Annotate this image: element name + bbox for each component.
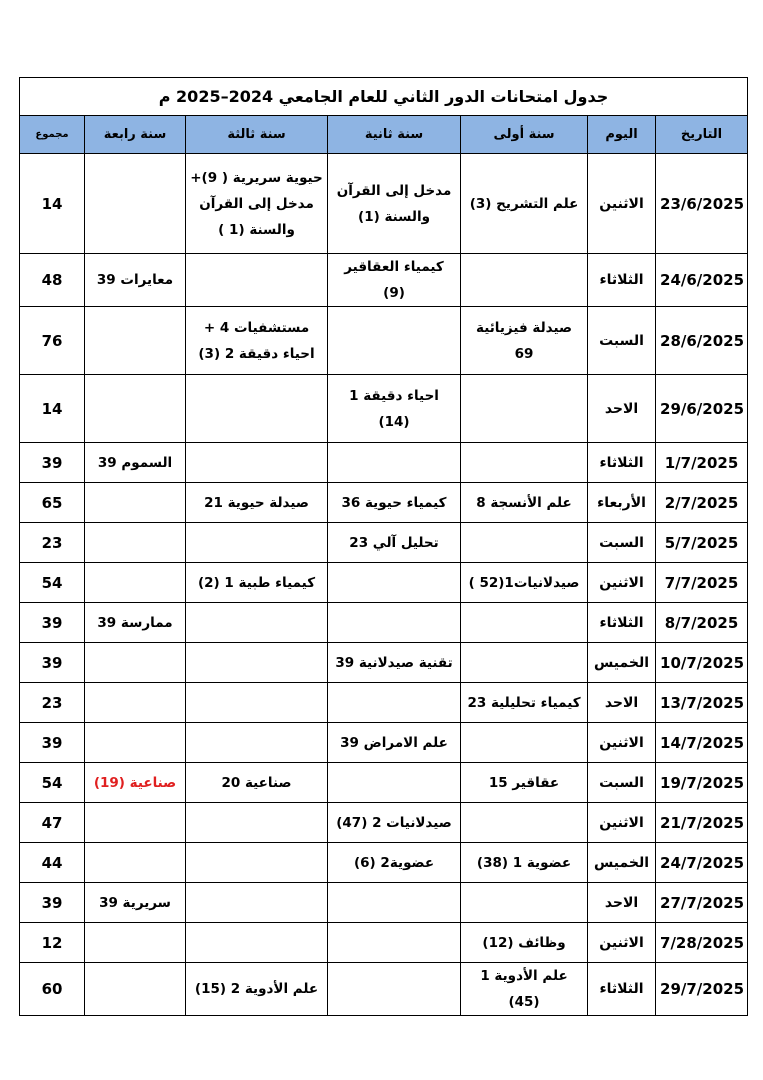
total-cell: 23 [20, 683, 85, 723]
date-cell: 7/28/2025 [656, 923, 748, 963]
total-cell: 76 [20, 307, 85, 375]
header-year2: سنة ثانية [328, 116, 461, 154]
year3-cell [186, 603, 328, 643]
year3-cell [186, 803, 328, 843]
year3-cell: صيدلة حيوية 21 [186, 483, 328, 523]
date-cell: 23/6/2025 [656, 154, 748, 254]
date-cell: 21/7/2025 [656, 803, 748, 843]
day-cell: السبت [588, 307, 656, 375]
day-cell: السبت [588, 763, 656, 803]
date-cell: 8/7/2025 [656, 603, 748, 643]
date-cell: 1/7/2025 [656, 443, 748, 483]
day-cell: الخميس [588, 643, 656, 683]
total-cell: 12 [20, 923, 85, 963]
date-cell: 7/7/2025 [656, 563, 748, 603]
year2-cell [328, 883, 461, 923]
year4-cell [85, 523, 186, 563]
table-row [20, 683, 748, 723]
year3-cell [186, 643, 328, 683]
date-cell: 2/7/2025 [656, 483, 748, 523]
day-cell: الثلاثاء [588, 443, 656, 483]
day-cell: الاثنين [588, 923, 656, 963]
total-cell: 39 [20, 883, 85, 923]
date-cell: 29/7/2025 [656, 963, 748, 1016]
day-cell: الاثنين [588, 723, 656, 763]
year1-cell: صيدلة فيزيائية 69 [461, 307, 588, 375]
table-row [20, 375, 748, 443]
year4-cell [85, 723, 186, 763]
total-cell: 44 [20, 843, 85, 883]
year4-cell [85, 563, 186, 603]
header-year4: سنة رابعة [85, 116, 186, 154]
date-cell: 24/7/2025 [656, 843, 748, 883]
year1-cell: علم الأدوية 1 (45) [461, 963, 588, 1016]
year3-cell [186, 443, 328, 483]
year2-cell: كيمياء العقاقير (9) [328, 254, 461, 307]
year1-cell [461, 603, 588, 643]
year1-cell [461, 723, 588, 763]
year2-cell: عضوية2 (6) [328, 843, 461, 883]
table-row [20, 154, 748, 254]
day-cell: الاحد [588, 375, 656, 443]
header-year1: سنة أولى [461, 116, 588, 154]
year1-cell: صيدلانيات1(52 ) [461, 563, 588, 603]
year3-cell: علم الأدوية 2 (15) [186, 963, 328, 1016]
day-cell: الاثنين [588, 803, 656, 843]
year4-cell [85, 843, 186, 883]
year4-cell [85, 643, 186, 683]
date-cell: 24/6/2025 [656, 254, 748, 307]
total-cell: 14 [20, 154, 85, 254]
day-cell: السبت [588, 523, 656, 563]
table-row [20, 883, 748, 923]
year1-cell [461, 803, 588, 843]
year3-cell: كيمياء طبية 1 (2) [186, 563, 328, 603]
year4-cell: السموم 39 [85, 443, 186, 483]
year3-cell [186, 923, 328, 963]
year3-cell: حيوية سريرية ( 9)+ مدخل إلى القرآن والسنة (1 ) [186, 154, 328, 254]
year2-cell [328, 923, 461, 963]
year2-cell: علم الامراض 39 [328, 723, 461, 763]
total-cell: 39 [20, 443, 85, 483]
day-cell: الخميس [588, 843, 656, 883]
table-row [20, 523, 748, 563]
table-row [20, 963, 748, 1016]
year3-cell [186, 883, 328, 923]
year1-cell [461, 443, 588, 483]
day-cell: الاحد [588, 883, 656, 923]
year2-cell: تقنية صيدلانية 39 [328, 643, 461, 683]
year3-cell [186, 843, 328, 883]
table-row [20, 443, 748, 483]
total-cell: 65 [20, 483, 85, 523]
year1-cell [461, 375, 588, 443]
exam-schedule-table [19, 77, 748, 1016]
year1-cell [461, 523, 588, 563]
year3-cell [186, 375, 328, 443]
year2-cell [328, 763, 461, 803]
total-cell: 39 [20, 603, 85, 643]
year4-cell [85, 803, 186, 843]
year2-cell: كيمياء حيوية 36 [328, 483, 461, 523]
year2-cell [328, 443, 461, 483]
total-cell: 14 [20, 375, 85, 443]
table-row [20, 483, 748, 523]
year2-cell: مدخل إلى القرآن والسنة (1) [328, 154, 461, 254]
table-row [20, 307, 748, 375]
year2-cell [328, 963, 461, 1016]
day-cell: الاثنين [588, 563, 656, 603]
year4-cell [85, 683, 186, 723]
table-row [20, 843, 748, 883]
table-row [20, 603, 748, 643]
header-day: اليوم [588, 116, 656, 154]
year4-cell [85, 963, 186, 1016]
year4-cell [85, 307, 186, 375]
total-cell: 47 [20, 803, 85, 843]
year4-cell [85, 154, 186, 254]
date-cell: 27/7/2025 [656, 883, 748, 923]
day-cell: الاثنين [588, 154, 656, 254]
date-cell: 13/7/2025 [656, 683, 748, 723]
total-cell: 60 [20, 963, 85, 1016]
year1-cell [461, 254, 588, 307]
year4-cell: ممارسة 39 [85, 603, 186, 643]
table-row [20, 643, 748, 683]
header-total: مجموع [20, 116, 85, 154]
year4-cell [85, 923, 186, 963]
table-row [20, 723, 748, 763]
title-row [20, 78, 748, 116]
year1-cell: كيمياء تحليلية 23 [461, 683, 588, 723]
year1-cell: عضوية 1 (38) [461, 843, 588, 883]
day-cell: الأربعاء [588, 483, 656, 523]
schedule-title: جدول امتحانات الدور الثاني للعام الجامعي 2024–2025 م [20, 78, 748, 116]
total-cell: 48 [20, 254, 85, 307]
day-cell: الاحد [588, 683, 656, 723]
date-cell: 29/6/2025 [656, 375, 748, 443]
year4-cell [85, 483, 186, 523]
year1-cell: وظائف (12) [461, 923, 588, 963]
table-row [20, 254, 748, 307]
year1-cell [461, 883, 588, 923]
year3-cell: مستشفيات 4 + احياء دقيقة 2 (3) [186, 307, 328, 375]
year1-cell [461, 643, 588, 683]
year2-cell: تحليل آلي 23 [328, 523, 461, 563]
year3-cell [186, 523, 328, 563]
table-row [20, 923, 748, 963]
year1-cell: علم التشريح (3) [461, 154, 588, 254]
year4-cell [85, 375, 186, 443]
year2-cell [328, 603, 461, 643]
total-cell: 54 [20, 763, 85, 803]
day-cell: الثلاثاء [588, 603, 656, 643]
year3-cell: صناعية 20 [186, 763, 328, 803]
year3-cell [186, 683, 328, 723]
day-cell: الثلاثاء [588, 254, 656, 307]
total-cell: 23 [20, 523, 85, 563]
header-date: التاريخ [656, 116, 748, 154]
year3-cell [186, 723, 328, 763]
header-year3: سنة ثالثة [186, 116, 328, 154]
total-cell: 39 [20, 643, 85, 683]
total-cell: 54 [20, 563, 85, 603]
year2-cell [328, 683, 461, 723]
year1-cell: عقاقير 15 [461, 763, 588, 803]
header-row [20, 116, 748, 154]
table-row [20, 763, 748, 803]
table-row [20, 563, 748, 603]
date-cell: 10/7/2025 [656, 643, 748, 683]
year4-cell: معايرات 39 [85, 254, 186, 307]
date-cell: 5/7/2025 [656, 523, 748, 563]
year2-cell: احياء دقيقة 1 (14) [328, 375, 461, 443]
day-cell: الثلاثاء [588, 963, 656, 1016]
date-cell: 28/6/2025 [656, 307, 748, 375]
year4-cell: سريرية 39 [85, 883, 186, 923]
year2-cell [328, 563, 461, 603]
year2-cell: صيدلانيات 2 (47) [328, 803, 461, 843]
table-row [20, 803, 748, 843]
year4-cell: صناعية (19) [85, 763, 186, 803]
year1-cell: علم الأنسجة 8 [461, 483, 588, 523]
total-cell: 39 [20, 723, 85, 763]
date-cell: 19/7/2025 [656, 763, 748, 803]
date-cell: 14/7/2025 [656, 723, 748, 763]
year2-cell [328, 307, 461, 375]
year3-cell [186, 254, 328, 307]
